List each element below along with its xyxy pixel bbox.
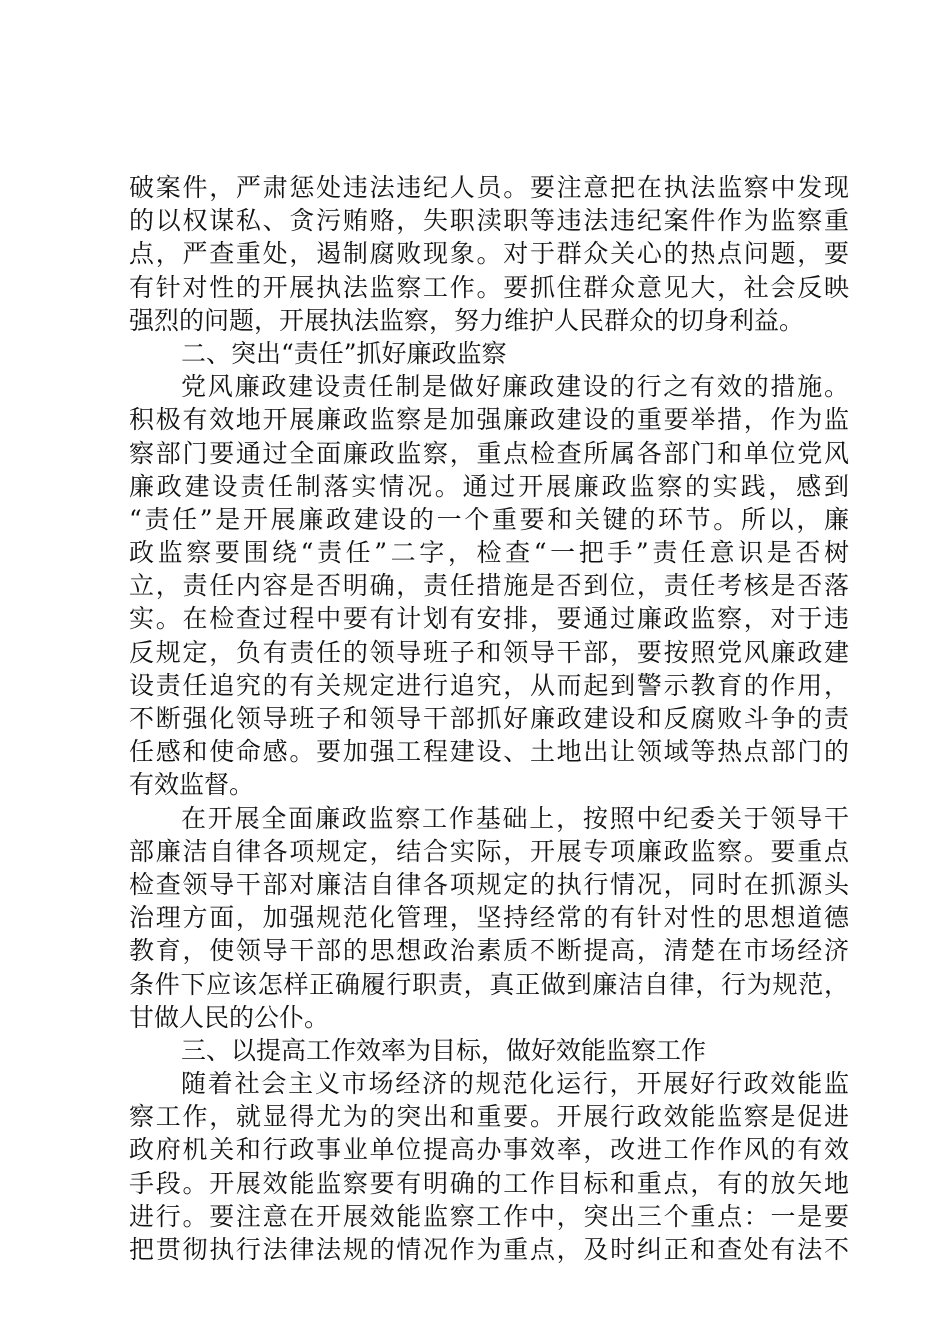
text-line: 把贯彻执行法律法规的情况作为重点，及时纠正和查处有法不 [129, 1235, 849, 1264]
body-text [129, 171, 849, 1266]
text-line: 进行。要注意在开展效能监察工作中，突出三个重点：一是要 [129, 1201, 849, 1231]
text-line: 治理方面，加强规范化管理，坚持经常的有针对性的思想道德 [129, 903, 849, 933]
text-line: 检查领导干部对廉洁自律各项规定的执行情况，同时在抓源头 [129, 869, 849, 899]
text-line: 察部门要通过全面廉政监察，重点检查所属各部门和单位党风 [129, 438, 849, 468]
text-line: 有效监督。 [129, 770, 255, 800]
text-line: 积极有效地开展廉政监察是加强廉政建设的重要举措，作为监 [129, 405, 849, 435]
text-line: 点，严查重处，遏制腐败现象。对于群众关心的热点问题，要 [129, 239, 849, 269]
text-line: 甘做人民的公仆。 [129, 1002, 330, 1032]
section-heading: 二、突出“责任”抓好廉政监察 [181, 338, 507, 368]
text-line: 立，责任内容是否明确，责任措施是否到位，责任考核是否落 [129, 571, 849, 601]
text-line: 廉政建设责任制落实情况。通过开展廉政监察的实践，感到 [129, 471, 849, 501]
text-line: 反规定，负有责任的领导班子和领导干部，要按照党风廉政建 [129, 637, 849, 667]
text-line: 党风廉政建设责任制是做好廉政建设的行之有效的措施。 [181, 372, 849, 402]
text-line: 教育，使领导干部的思想政治素质不断提高，清楚在市场经济 [129, 936, 849, 966]
section-heading: 三、以提高工作效率为目标，做好效能监察工作 [181, 1035, 707, 1065]
text-line: 破案件，严肃惩处违法违纪人员。要注意把在执法监察中发现 [129, 173, 849, 202]
text-line: 实。在检查过程中要有计划有安排，要通过廉政监察，对于违 [129, 604, 849, 634]
text-line: 不断强化领导班子和领导干部抓好廉政建设和反腐败斗争的责 [129, 704, 849, 733]
text-line: 政监察要围绕“责任”二字，检查“一把手”责任意识是否树 [129, 538, 849, 568]
text-line: 的以权谋私、贪污贿赂，失职渎职等违法违纪案件作为监察重 [129, 206, 849, 236]
text-line: 有针对性的开展执法监察工作。要抓住群众意见大，社会反映 [129, 272, 849, 302]
text-line: 强烈的问题，开展执法监察，努力维护人民群众的切身利益。 [129, 305, 805, 335]
text-line: 察工作，就显得尤为的突出和重要。开展行政效能监察是促进 [129, 1102, 849, 1132]
text-line: 部廉洁自律各项规定，结合实际，开展专项廉政监察。要重点 [129, 836, 849, 866]
text-line: 手段。开展效能监察要有明确的工作目标和重点，有的放矢地 [129, 1168, 849, 1198]
text-line: 随着社会主义市场经济的规范化运行，开展好行政效能监 [181, 1069, 849, 1099]
text-line: 政府机关和行政事业单位提高办事效率，改进工作作风的有效 [129, 1135, 849, 1165]
text-line: 条件下应该怎样正确履行职责，真正做到廉洁自律，行为规范， [129, 969, 849, 999]
text-line: 在开展全面廉政监察工作基础上，按照中纪委关于领导干 [181, 803, 849, 833]
text-line: 设责任追究的有关规定进行追究，从而起到警示教育的作用， [129, 670, 849, 700]
text-line: 任感和使命感。要加强工程建设、土地出让领域等热点部门的 [129, 737, 849, 767]
text-line: “责任”是开展廉政建设的一个重要和关键的环节。所以，廉 [129, 504, 849, 534]
